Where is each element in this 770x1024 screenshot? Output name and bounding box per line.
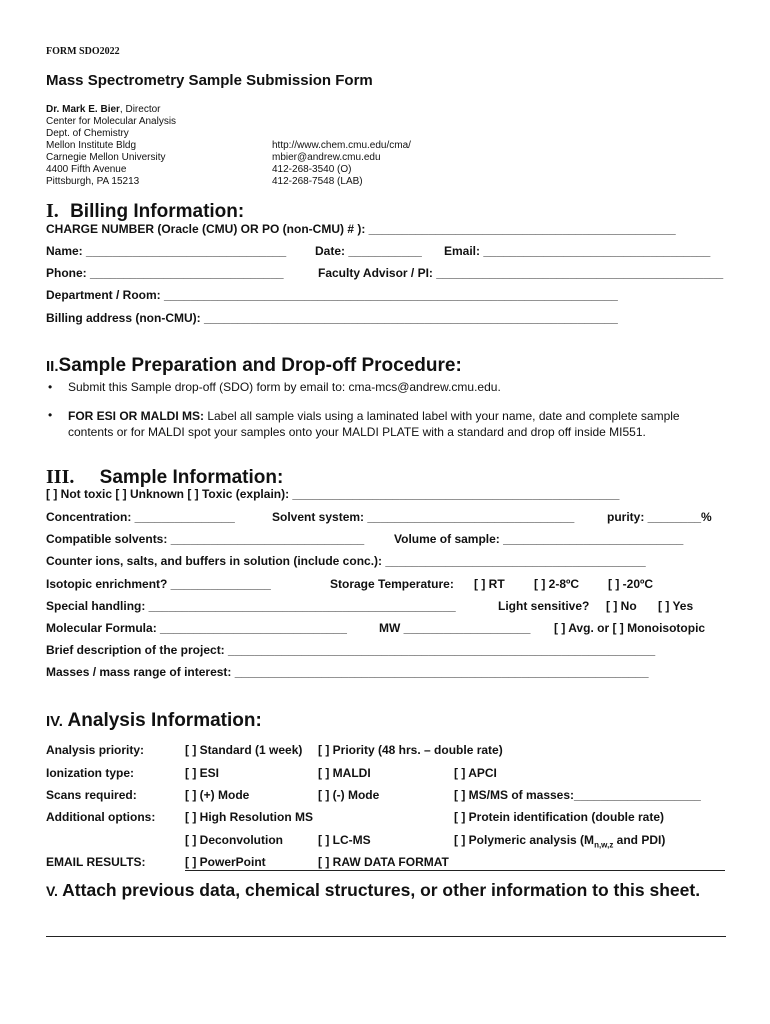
department-field[interactable]: Department / Room: ____________________________________________________________________ xyxy=(46,288,618,302)
address-line: Dept. of Chemistry xyxy=(46,128,129,139)
instruction-submit: Submit this Sample drop-off (SDO) form by email to: cma-mcs@andrew.cmu.edu. xyxy=(68,380,501,394)
storage-2-8-checkbox[interactable]: [ ] 2-8ºC xyxy=(534,577,580,591)
option-polymeric-text: [ ] Polymeric analysis (M xyxy=(454,833,595,847)
option-polymeric-checkbox[interactable] xyxy=(454,833,665,849)
ionization-type-label: Ionization type: xyxy=(46,766,134,780)
section-sample-heading xyxy=(46,466,283,489)
address-line: Carnegie Mellon University xyxy=(46,152,166,163)
light-sensitive-label: Light sensitive? xyxy=(498,599,590,613)
toxicity-options[interactable]: [ ] Not toxic [ ] Unknown [ ] Toxic (explain): _________________________________________________ xyxy=(46,487,620,501)
section-title: Billing Information: xyxy=(70,201,245,222)
section-number: III. xyxy=(46,466,75,488)
address-line: Center for Molecular Analysis xyxy=(46,116,177,127)
email-field[interactable]: Email: __________________________________ xyxy=(444,244,711,258)
scan-positive-checkbox[interactable]: [ ] (+) Mode xyxy=(185,788,250,802)
address-line: Mellon Institute Bldg xyxy=(46,140,137,151)
faculty-advisor-field[interactable]: Faculty Advisor / PI: ___________________________________________ xyxy=(318,266,724,280)
instruction-labeling-emphasis: FOR ESI OR MALDI MS: xyxy=(68,409,204,423)
bullet-dot: • xyxy=(48,408,53,422)
analysis-priority-label: Analysis priority: xyxy=(46,743,145,757)
section-title: Attach previous data, chemical structures, or other information to this sheet. xyxy=(62,880,701,900)
solvent-system-field[interactable]: Solvent system: _______________________________ xyxy=(272,510,575,524)
date-field[interactable]: Date: ___________ xyxy=(315,244,422,258)
director-name: Dr. Mark E. Bier xyxy=(46,104,120,115)
storage-rt-checkbox[interactable]: [ ] RT xyxy=(474,577,505,591)
director-block xyxy=(46,104,176,188)
special-handling-field[interactable]: Special handling: ______________________________________________ xyxy=(46,599,456,613)
address-line: 4400 Fifth Avenue xyxy=(46,164,127,175)
section-billing-heading xyxy=(46,200,244,223)
concentration-field[interactable]: Concentration: _______________ xyxy=(46,510,235,524)
director-role: , Director xyxy=(119,104,161,115)
light-no-checkbox[interactable]: [ ] No xyxy=(606,599,637,613)
section-title: Analysis Information: xyxy=(67,710,262,731)
volume-field[interactable]: Volume of sample: ___________________________ xyxy=(394,532,684,546)
instruction-labeling xyxy=(68,408,680,440)
charge-number-field[interactable]: CHARGE NUMBER (Oracle (CMU) OR PO (non-CMU) # ): ______________________________________________ xyxy=(46,222,676,236)
section-attach-heading xyxy=(46,880,700,901)
billing-address-field[interactable]: Billing address (non-CMU): ______________________________________________________________ xyxy=(46,311,618,325)
storage-temperature-label: Storage Temperature: xyxy=(330,577,454,591)
ion-esi-checkbox[interactable]: [ ] ESI xyxy=(185,766,220,780)
purity-field[interactable]: purity: ________% xyxy=(607,510,712,524)
bullet-dot: • xyxy=(48,380,53,394)
attachment-divider xyxy=(46,936,726,937)
scans-required-label: Scans required: xyxy=(46,788,137,802)
scan-msms-field[interactable]: [ ] MS/MS of masses:___________________ xyxy=(454,788,701,802)
project-description-field[interactable]: Brief description of the project: ________________________________________________________________ xyxy=(46,643,656,657)
section-prep-heading xyxy=(46,355,462,377)
mass-range-field[interactable]: Masses / mass range of interest: ______________________________________________________________ xyxy=(46,665,649,679)
contact-block xyxy=(272,140,411,188)
compatible-solvents-field[interactable]: Compatible solvents: _____________________________ xyxy=(46,532,365,546)
storage-minus20-checkbox[interactable]: [ ] -20ºC xyxy=(608,577,654,591)
instruction-labeling-text: Label all sample vials using a laminated label with your name, date and complete sample xyxy=(204,409,680,423)
email-results-label: EMAIL RESULTS: xyxy=(46,855,146,869)
form-title: Mass Spectrometry Sample Submission Form xyxy=(46,72,373,89)
email-results-underline xyxy=(185,870,725,871)
section-number: IV. xyxy=(46,713,63,730)
section-title: Sample Information: xyxy=(99,467,284,488)
email-raw-data-checkbox[interactable]: [ ] RAW DATA FORMAT xyxy=(318,855,449,869)
section-analysis-heading xyxy=(46,710,262,732)
email-powerpoint-checkbox[interactable]: [ ] PowerPoint xyxy=(185,855,266,869)
mass-type-options[interactable]: [ ] Avg. or [ ] Monoisotopic xyxy=(554,621,706,635)
option-polymeric-subscript: n,w,z xyxy=(594,840,614,850)
instruction-labeling-text: contents or for MALDI spot your samples onto your MALDI PLATE with a standard and drop off inside MI551. xyxy=(68,425,646,439)
scan-negative-checkbox[interactable]: [ ] (-) Mode xyxy=(318,788,380,802)
counter-ions-field[interactable]: Counter ions, salts, and buffers in solution (include conc.): _______________________________________ xyxy=(46,554,646,568)
additional-options-label: Additional options: xyxy=(46,810,156,824)
contact-url[interactable]: http://www.chem.cmu.edu/cma/ xyxy=(272,140,411,151)
option-lcms-checkbox[interactable]: [ ] LC-MS xyxy=(318,833,371,847)
contact-email[interactable]: mbier@andrew.cmu.edu xyxy=(272,152,381,163)
name-field[interactable]: Name: ______________________________ xyxy=(46,244,287,258)
mw-field[interactable]: MW ___________________ xyxy=(379,621,531,635)
ion-apci-checkbox[interactable]: [ ] APCI xyxy=(454,766,497,780)
section-title: Sample Preparation and Drop-off Procedure: xyxy=(58,355,462,376)
priority-standard-checkbox[interactable]: [ ] Standard (1 week) xyxy=(185,743,303,757)
option-protein-id-checkbox[interactable]: [ ] Protein identification (double rate) xyxy=(454,810,664,824)
option-high-resolution-checkbox[interactable]: [ ] High Resolution MS xyxy=(185,810,313,824)
phone-field[interactable]: Phone: _____________________________ xyxy=(46,266,284,280)
contact-phone-office: 412-268-3540 (O) xyxy=(272,164,352,175)
light-yes-checkbox[interactable]: [ ] Yes xyxy=(658,599,694,613)
section-number: V. xyxy=(46,883,58,899)
option-polymeric-text: and PDI) xyxy=(613,833,666,847)
molecular-formula-field[interactable]: Molecular Formula: ____________________________ xyxy=(46,621,347,635)
priority-rush-checkbox[interactable]: [ ] Priority (48 hrs. – double rate) xyxy=(318,743,503,757)
isotopic-enrichment-field[interactable]: Isotopic enrichment? _______________ xyxy=(46,577,271,591)
option-deconvolution-checkbox[interactable]: [ ] Deconvolution xyxy=(185,833,283,847)
section-number: II. xyxy=(46,358,59,375)
section-number: I. xyxy=(46,200,59,222)
ion-maldi-checkbox[interactable]: [ ] MALDI xyxy=(318,766,371,780)
form-id: FORM SDO2022 xyxy=(46,46,120,57)
contact-phone-lab: 412-268-7548 (LAB) xyxy=(272,176,363,187)
address-line: Pittsburgh, PA 15213 xyxy=(46,176,140,187)
